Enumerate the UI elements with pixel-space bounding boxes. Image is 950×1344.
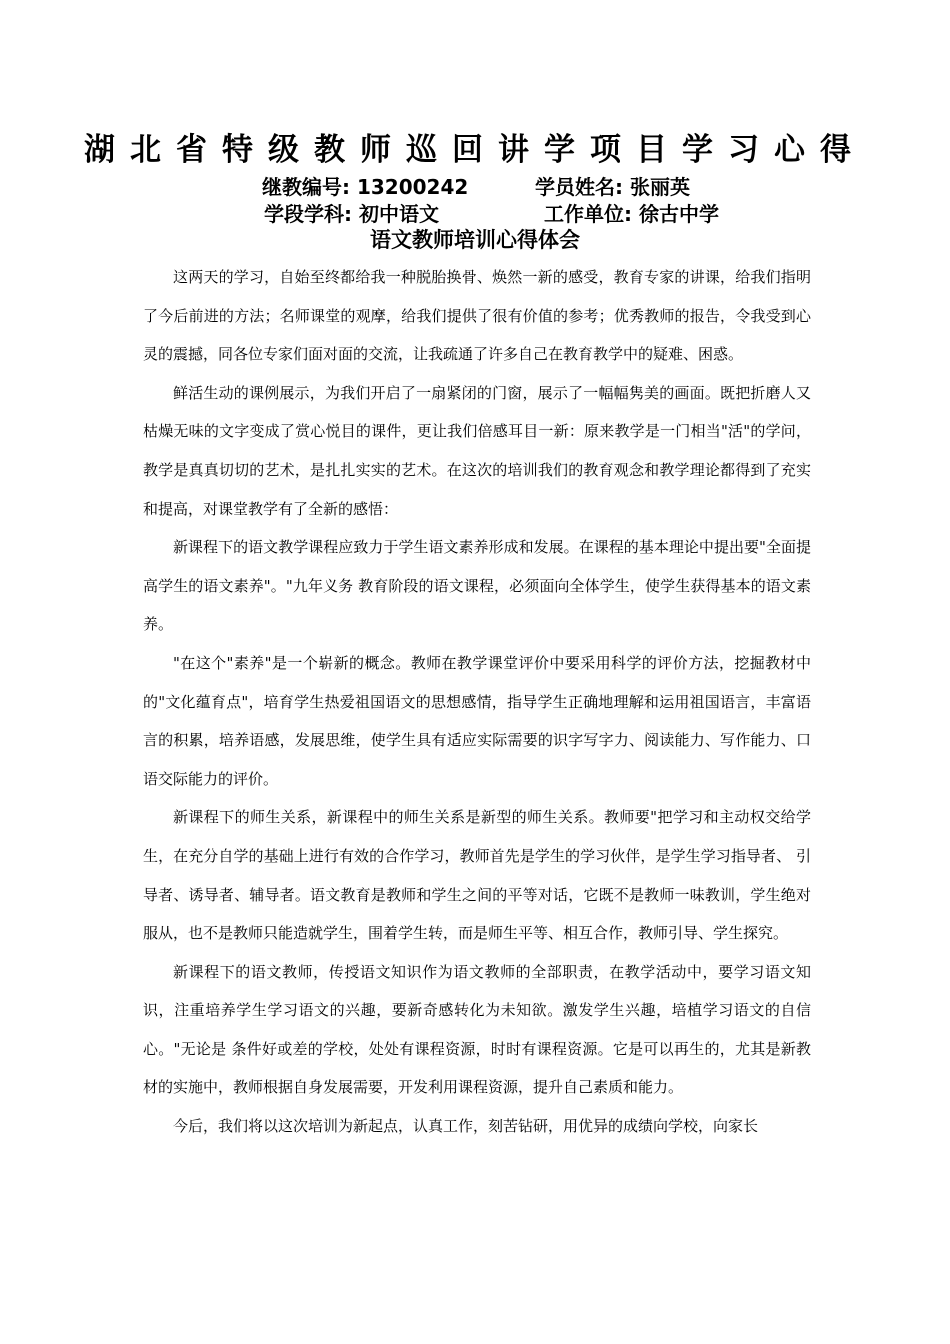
unit-value: 徐古中学 [638, 202, 719, 226]
meta-row-id-name [262, 172, 690, 202]
paragraph-2: 鲜活生动的课例展示，为我们开启了一扇紧闭的门窗，展示了一幅幅隽美的画面。既把折磨人又枯燥无味的文字变成了赏心悦目的课件，更让我们倍感耳目一新：原来教学是一门相当"活"的学问，教学是真真切切的艺术，是扎扎实实的艺术。在这次的培训我们的教育观念和教学理论都得到了充实和提高，对课堂教学有了全新的感悟： [143, 383, 811, 518]
paragraph-1: 这两天的学习，自始至终都给我一种脱胎换骨、焕然一新的感受，教育专家的讲课，给我们指明了今后前进的方法；名师课堂的观摩，给我们提供了很有价值的参考；优秀教师的报告，令我受到心灵的震撼，同各位专家们面对面的交流，让我疏通了许多自己在教育教学中的疑难、困惑。 [143, 268, 811, 364]
unit-label: 工作单位: [544, 202, 632, 226]
name-value: 张丽英 [629, 175, 690, 199]
paragraph-7: 今后，我们将以这次培训为新起点，认真工作，刻苦钻研，用优异的成绩向学校，向家长 [173, 1117, 759, 1136]
subject-label: 学段学科: [264, 202, 352, 226]
paragraph-6: 新课程下的语文教师，传授语文知识作为语文教师的全部职责，在教学活动中，要学习语文知识，注重培养学生学习语文的兴趣，要新奇感转化为未知欲。激发学生兴趣，培植学习语文的自信心。"无论是 条件好或差的学校，处处有课程资源，时时有课程资源。它是可以再生的，尤其是新教材的实施中，教师根据自身发展需要，开发利用课程资源，提升自己素质和能力。 [143, 962, 811, 1097]
name-field [535, 172, 690, 202]
name-label: 学员姓名: [535, 175, 623, 199]
id-label: 继教编号: [262, 175, 350, 199]
document-body [143, 258, 811, 1146]
subject-value: 初中语文 [358, 202, 439, 226]
paragraph-4: "在这个"素养"是一个崭新的概念。教师在教学课堂评价中要采用科学的评价方法，挖掘教材中的"文化蕴育点"，培育学生热爱祖国语文的思想感情，指导学生正确地理解和运用祖国语言，丰富语言的积累，培养语感，发展思维，使学生具有适应实际需要的识字写字力、阅读能力、写作能力、口语交际能力的评价。 [143, 653, 811, 788]
id-value: 13200242 [356, 175, 469, 199]
document-subtitle: 语文教师培训心得体会 [370, 228, 580, 252]
paragraph-5: 新课程下的师生关系，新课程中的师生关系是新型的师生关系。教师要"把学习和主动权交给学生，在充分自学的基础上进行有效的合作学习，教师首先是学生的学习伙伴，是学生学习指导者、 引导者、诱导者、辅导者。语文教育是教师和学生之间的平等对话，它既不是教师一味教训，学生绝对服从，也不是教师只能造就学生，围着学生转，而是师生平等、相互合作，教师引导、学生探究。 [143, 808, 811, 943]
paragraph-3: 新课程下的语文教学课程应致力于学生语文素养形成和发展。在课程的基本理论中提出要"全面提高学生的语文素养"。"九年义务 教育阶段的语文课程，必须面向全体学生，使学生获得基本的语文素 养。 [143, 538, 811, 634]
document-title: 湖北省特级教师巡回讲学项目学习心得 [84, 132, 866, 168]
